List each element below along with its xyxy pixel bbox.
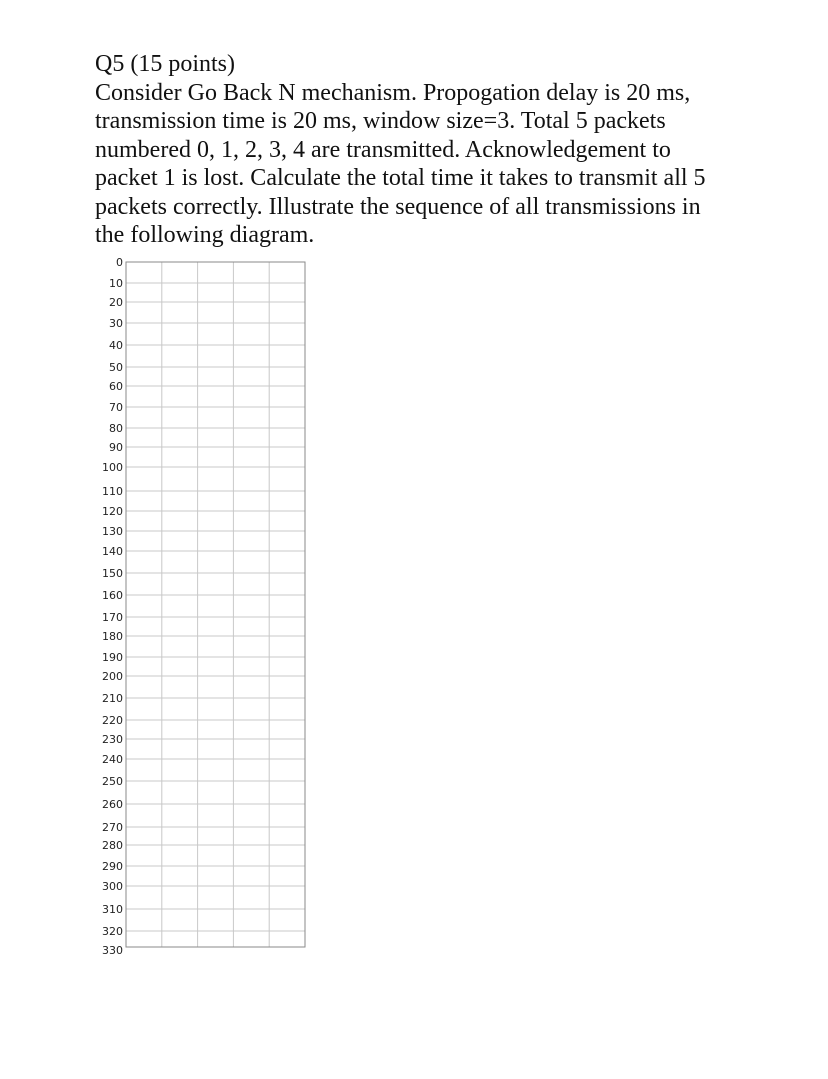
time-label: 280: [102, 839, 123, 852]
question-line: numbered 0, 1, 2, 3, 4 are transmitted. Acknowledgement to: [95, 136, 671, 163]
question-line: Consider Go Back N mechanism. Propogation delay is 20 ms,: [95, 79, 691, 106]
time-label: 270: [102, 821, 123, 834]
grid-lines: [126, 262, 305, 947]
time-label: 290: [102, 860, 123, 873]
time-label: 50: [109, 361, 123, 374]
time-label: 120: [102, 505, 123, 518]
time-label: 10: [109, 277, 123, 290]
time-label: 80: [109, 422, 123, 435]
time-label: 20: [109, 296, 123, 309]
time-label: 330: [102, 944, 123, 957]
time-label: 260: [102, 798, 123, 811]
time-axis-labels: [102, 256, 123, 957]
question-text: [95, 50, 755, 250]
time-label: 140: [102, 545, 123, 558]
question-line: packet 1 is lost. Calculate the total time it takes to transmit all 5: [95, 165, 706, 191]
diagram-border: [126, 262, 305, 947]
time-label: 0: [116, 256, 123, 269]
time-label: 230: [102, 733, 123, 746]
time-label: 210: [102, 692, 123, 705]
time-label: 190: [102, 651, 123, 664]
time-label: 60: [109, 380, 123, 393]
time-label: 70: [109, 401, 123, 414]
time-label: 100: [102, 461, 123, 474]
question-line: packets correctly. Illustrate the sequence of all transmissions in: [95, 193, 701, 220]
time-label: 30: [109, 317, 123, 330]
time-label: 160: [102, 589, 123, 602]
question-line: the following diagram.: [95, 222, 315, 248]
time-label: 250: [102, 775, 123, 788]
question-heading: Q5 (15 points): [95, 51, 235, 77]
time-label: 310: [102, 903, 123, 916]
time-label: 300: [102, 880, 123, 893]
time-label: 240: [102, 753, 123, 766]
time-label: 110: [102, 485, 123, 498]
time-label: 170: [102, 611, 123, 624]
time-label: 200: [102, 670, 123, 683]
time-label: 40: [109, 339, 123, 352]
time-label: 150: [102, 567, 123, 580]
time-label: 220: [102, 714, 123, 727]
time-label: 320: [102, 925, 123, 938]
time-label: 90: [109, 441, 123, 454]
time-label: 180: [102, 630, 123, 643]
time-label: 130: [102, 525, 123, 538]
question-line: transmission time is 20 ms, window size=3. Total 5 packets: [95, 108, 666, 134]
